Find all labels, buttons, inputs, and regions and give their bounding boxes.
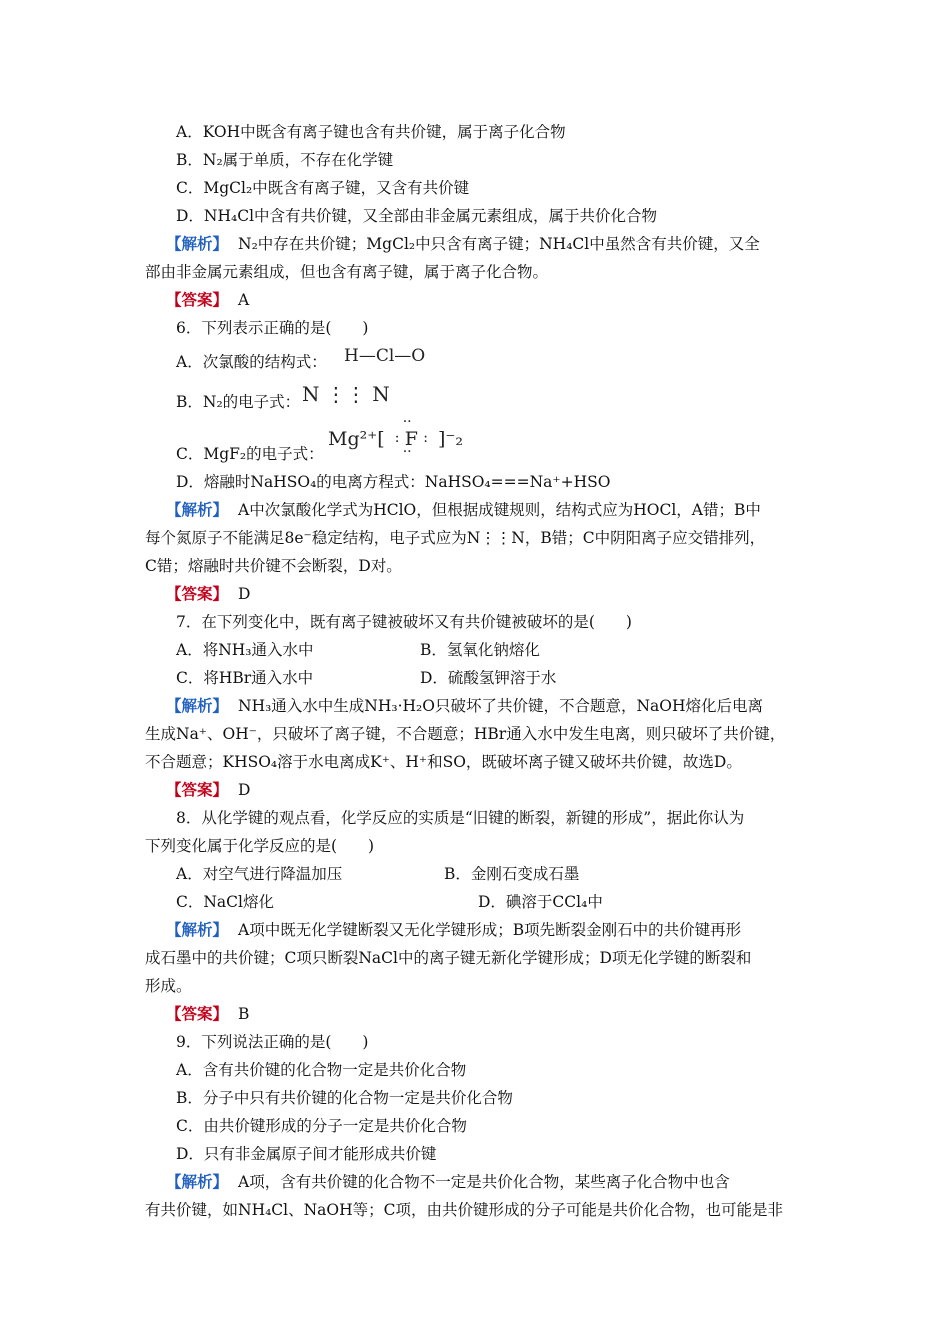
- q7-option-a: A．将NH₃通入水中: [176, 641, 314, 659]
- analysis-label: 【解析】: [166, 920, 229, 939]
- q6-answer: [166, 584, 250, 604]
- q8-option-c: C．NaCl熔化: [176, 893, 274, 911]
- q5-answer-value: A: [238, 291, 250, 309]
- q6-answer-value: D: [238, 585, 251, 603]
- q6-analysis-line3: C错；熔融时共价键不会断裂，D对。: [145, 557, 402, 575]
- q9-option-b: B．分子中只有共价键的化合物一定是共价化合物: [176, 1089, 513, 1107]
- q6-stem: 6．下列表示正确的是( ): [176, 319, 369, 337]
- q7-option-d: D．硫酸氢钾溶于水: [420, 669, 557, 687]
- q8-option-d: D．碘溶于CCl₄中: [478, 893, 603, 911]
- q7-option-b: B．氢氧化钠熔化: [420, 641, 540, 659]
- analysis-label: 【解析】: [166, 696, 229, 715]
- q5-analysis: [166, 234, 760, 254]
- fluoride-bracket-end: ]⁻₂: [437, 428, 464, 450]
- q7-analysis-line3: 不合题意；KHSO₄溶于水电离成K⁺、H⁺和SO，既破坏离子键又破坏共价键，故选D。: [145, 753, 742, 771]
- q7-analysis: [166, 696, 763, 716]
- q5-option-c: C．MgCl₂中既含有离子键，又含有共价键: [176, 179, 470, 197]
- q9-option-d: D．只有非金属原子间才能形成共价键: [176, 1145, 437, 1163]
- hclo-structure-formula: H—Cl—O: [344, 346, 426, 366]
- q6-option-b: B．N₂的电子式：: [176, 393, 301, 411]
- mgf2-electron-formula: [328, 414, 464, 460]
- q5-option-a: A．KOH中既含有离子键也含有共价键，属于离子化合物: [176, 123, 566, 141]
- q7-answer-value: D: [238, 781, 251, 799]
- analysis-label: 【解析】: [166, 500, 229, 519]
- q8-analysis: [166, 920, 741, 940]
- q8-analysis-line2: 成石墨中的共价键；C项只断裂NaCl中的离子键无新化学键形成；D项无化学键的断裂和: [145, 949, 752, 967]
- q6-option-c: C．MgF₂的电子式：: [176, 445, 324, 463]
- q9-option-c: C．由共价键形成的分子一定是共价化合物: [176, 1117, 467, 1135]
- mg-ion: Mg²⁺[: [328, 428, 385, 450]
- answer-label: 【答案】: [166, 1004, 229, 1023]
- analysis-label: 【解析】: [166, 234, 229, 253]
- q7-analysis-line1: NH₃通入水中生成NH₃·H₂O只破坏了共价键，不合题意，NaOH熔化后电离: [238, 697, 763, 715]
- q8-option-b: B．金刚石变成石墨: [444, 865, 580, 883]
- q8-analysis-line3: 形成。: [145, 977, 192, 995]
- q7-option-c: C．将HBr通入水中: [176, 669, 314, 687]
- q8-stem-line1: 8．从化学键的观点看，化学反应的实质是“旧键的断裂，新键的形成”，据此你认为: [176, 809, 745, 827]
- q9-option-a: A．含有共价键的化合物一定是共价化合物: [176, 1061, 467, 1079]
- analysis-label: 【解析】: [166, 1172, 229, 1191]
- answer-label: 【答案】: [166, 290, 229, 309]
- q6-option-a: A．次氯酸的结构式：: [176, 353, 327, 371]
- q5-analysis-line2: 部由非金属元素组成，但也含有离子键，属于离子化合物。: [145, 263, 549, 281]
- n2-electron-formula: N ⋮⋮ N: [302, 382, 390, 406]
- q6-analysis: [166, 500, 761, 520]
- answer-label: 【答案】: [166, 780, 229, 799]
- q8-answer-value: B: [238, 1005, 250, 1023]
- q6-analysis-line1: A中次氯酸化学式为HClO，但根据成键规则，结构式应为HOCl，A错；B中: [238, 501, 761, 519]
- q8-stem-line2: 下列变化属于化学反应的是( ): [145, 837, 375, 855]
- answer-label: 【答案】: [166, 584, 229, 603]
- q5-answer: [166, 290, 249, 310]
- q9-analysis-line2: 有共价键，如NH₄Cl、NaOH等；C项，由共价键形成的分子可能是共价化合物，也可能是非: [145, 1201, 784, 1219]
- q8-analysis-line1: A项中既无化学键断裂又无化学键形成；B项先断裂金刚石中的共价键再形: [238, 921, 742, 939]
- q5-option-d: D．NH₄Cl中含有共价键，又全部由非金属元素组成，属于共价化合物: [176, 207, 658, 225]
- q6-analysis-line2: 每个氮原子不能满足8e⁻稳定结构，电子式应为N⋮⋮N，B错；C中阴阳离子应交错排列，: [145, 529, 766, 547]
- q7-analysis-line2: 生成Na⁺、OH⁻，只破坏了离子键，不合题意；HBr通入水中发生电离，则只破坏了共价键，: [145, 725, 786, 743]
- q5-option-b: B．N₂属于单质，不存在化学键: [176, 151, 394, 169]
- q5-analysis-line1: N₂中存在共价键；MgCl₂中只含有离子键；NH₄Cl中虽然含有共价键，又全: [238, 235, 760, 253]
- q7-stem: 7．在下列变化中，既有离子键被破坏又有共价键被破坏的是( ): [176, 613, 632, 631]
- q6-option-d: D．熔融时NaHSO₄的电离方程式：NaHSO₄===Na⁺+HSO: [176, 473, 611, 491]
- q9-analysis-line1: A项，含有共价键的化合物不一定是共价化合物，某些离子化合物中也含: [238, 1173, 730, 1191]
- q9-analysis: [166, 1172, 730, 1192]
- q8-answer: [166, 1004, 249, 1024]
- q7-answer: [166, 780, 250, 800]
- f-atom: : F : ·· ··: [394, 414, 428, 460]
- q9-stem: 9．下列说法正确的是( ): [176, 1033, 369, 1051]
- q8-option-a: A．对空气进行降温加压: [176, 865, 343, 883]
